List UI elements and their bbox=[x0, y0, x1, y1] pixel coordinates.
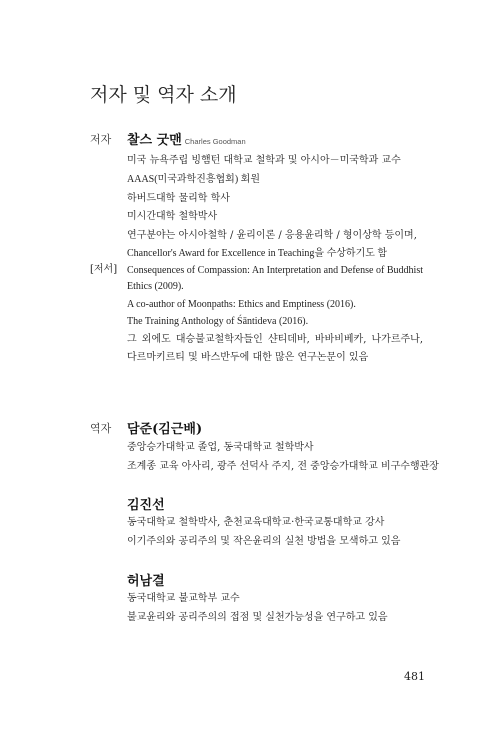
translator-line: 중앙승가대학교 졸업, 동국대학교 철학박사 bbox=[127, 442, 314, 453]
translators-role-label: 역자 bbox=[90, 422, 112, 435]
page-title: 저자 및 역자 소개 bbox=[90, 84, 237, 106]
author-name-block bbox=[127, 129, 246, 148]
works-label: [저서] bbox=[90, 264, 118, 275]
page-number: 481 bbox=[404, 670, 425, 683]
translator-line: 동국대학교 불교학부 교수 bbox=[127, 593, 240, 604]
author-name-english: Charles Goodman bbox=[184, 137, 246, 146]
author-line: Chancellor's Award for Excellence in Teaching을 수상하기도 함 bbox=[127, 248, 388, 259]
translator-line: 이기주의와 공리주의 및 작은윤리의 실천 방법을 모색하고 있음 bbox=[127, 536, 401, 547]
author-line: 연구분야는 아시아철학 / 윤리이론 / 응용윤리학 / 형이상학 등이며, bbox=[127, 230, 417, 241]
works-line: The Training Anthology of Śāntideva (2016). bbox=[127, 316, 309, 327]
works-line: A co-author of Moonpaths: Ethics and Emptiness (2016). bbox=[127, 299, 356, 310]
works-line: Consequences of Compassion: An Interpretation and Defense of Buddhist bbox=[127, 265, 423, 276]
author-line: AAAS(미국과학진흥협회) 회원 bbox=[127, 174, 260, 185]
translator-name: 김진선 bbox=[127, 498, 165, 513]
works-line: 다르마키르티 및 바스반두에 대한 많은 연구논문이 있음 bbox=[127, 352, 369, 363]
translator-line: 동국대학교 철학박사, 춘천교육대학교·한국교통대학교 강사 bbox=[127, 517, 385, 528]
translator-name: 담준(김근배) bbox=[127, 422, 203, 437]
works-line: Ethics (2009). bbox=[127, 281, 184, 292]
translator-line: 불교윤리와 공리주의의 접점 및 실천가능성을 연구하고 있음 bbox=[127, 612, 388, 623]
translator-name: 허남결 bbox=[127, 574, 165, 589]
author-line: 미국 뉴욕주립 빙햄턴 대학교 철학과 및 아시아－미국학과 교수 bbox=[127, 155, 401, 166]
author-role-label: 저자 bbox=[90, 133, 112, 146]
works-line: 그 외에도 대승불교철학자들인 샨티데바, 바바비베카, 나가르주나, bbox=[127, 334, 423, 345]
author-line: 미시간대학 철학박사 bbox=[127, 211, 218, 222]
author-line: 하버드대학 물리학 학사 bbox=[127, 193, 230, 204]
author-name: 찰스 굿맨 bbox=[127, 133, 182, 148]
translator-line: 조계종 교육 아사리, 광주 선덕사 주지, 전 중앙승가대학교 비구수행관장 bbox=[127, 461, 439, 472]
